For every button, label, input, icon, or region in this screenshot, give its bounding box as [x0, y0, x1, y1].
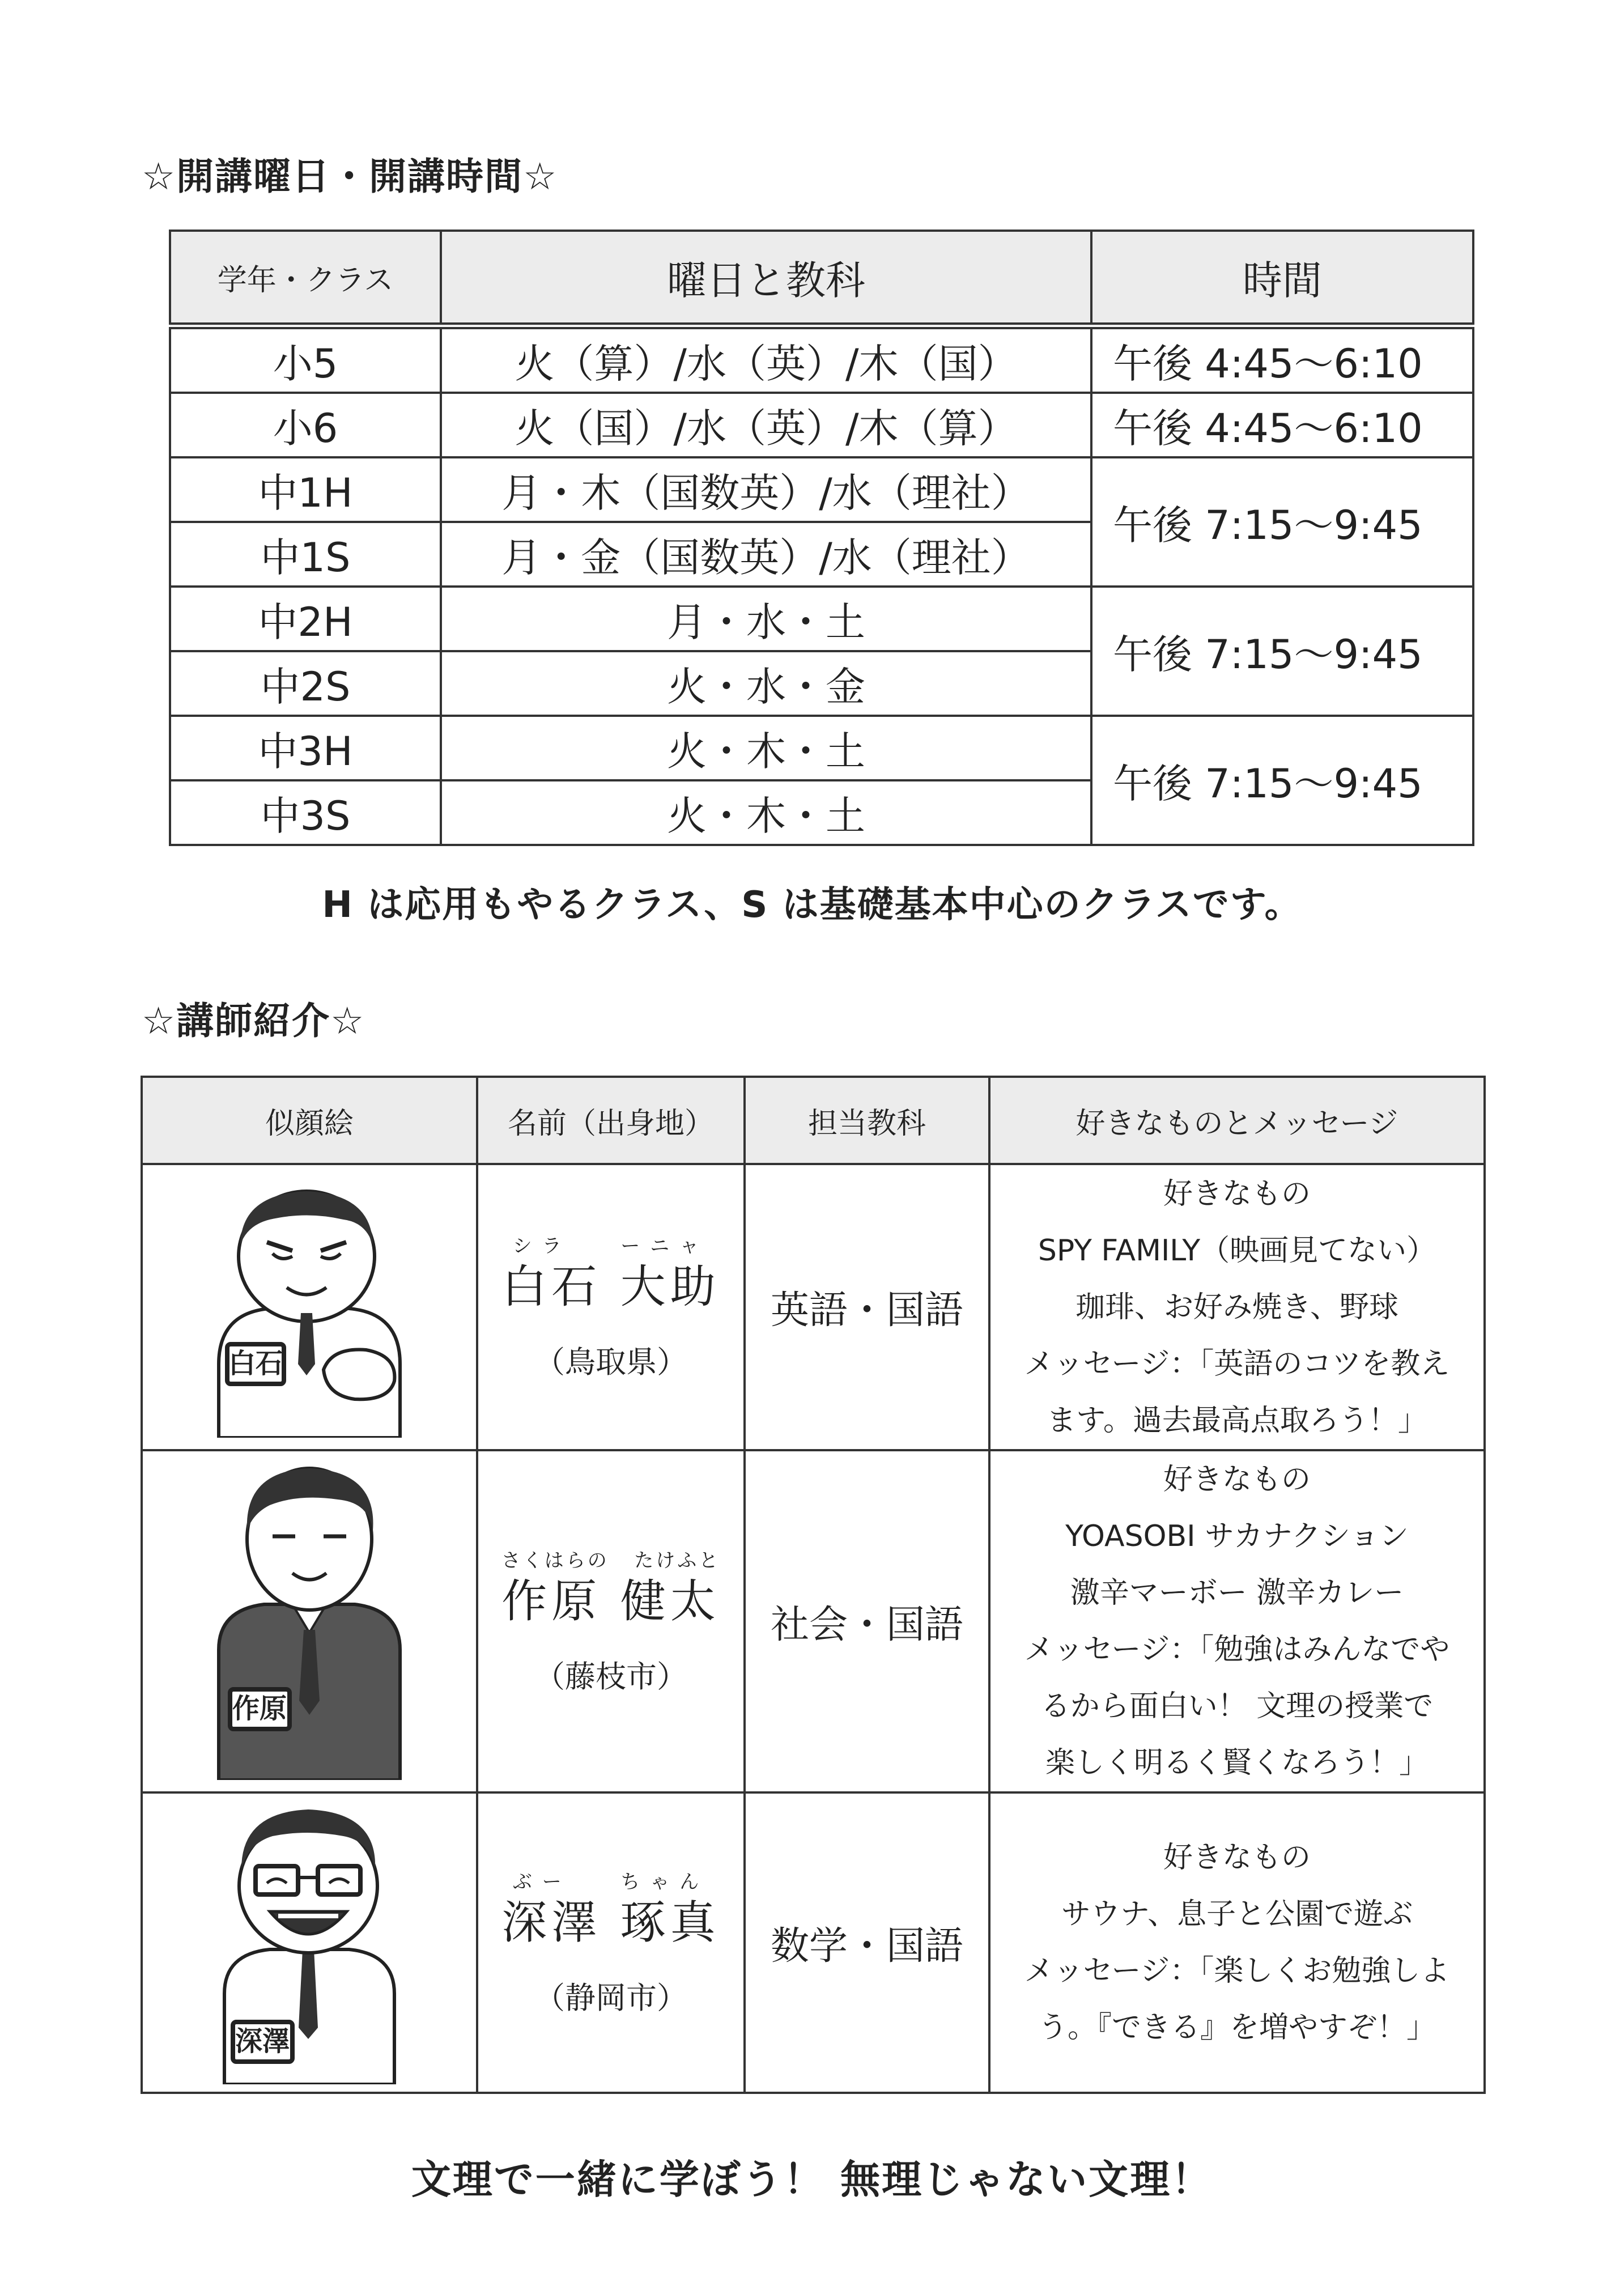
subject-cell: 数学・国語 [745, 1792, 989, 2093]
days-cell: 火（算）/水（英）/木（国） [441, 326, 1091, 393]
teacher-row [142, 1164, 1485, 1450]
teacher-hometown: （鳥取県） [534, 1344, 687, 1380]
portrait-cell [142, 1792, 477, 2093]
name-badge-text: 深澤 [235, 2025, 290, 2057]
teachers-table [141, 1076, 1486, 2094]
name-ruby: さくはらの たけふと [501, 1549, 721, 1572]
teacher-row [142, 1450, 1485, 1792]
grade-cell: 中3H [170, 716, 441, 780]
table-row [170, 457, 1473, 522]
message-line: 楽しく明るく賢くなろう！」 [1045, 1746, 1429, 1780]
message-cell [989, 1792, 1485, 2093]
header-grade: 学年・クラス [170, 231, 441, 326]
time-cell: 午後 7:15〜9:45 [1091, 457, 1473, 587]
teacher-portrait-image [202, 1801, 417, 2084]
class-note: H は応用もやるクラス、S は基礎基本中心のクラスです。 [322, 884, 1302, 926]
name-cell [477, 1792, 745, 2093]
message-line: 激辛マーボー 激辛カレー [1070, 1576, 1404, 1610]
grade-cell: 中3S [170, 780, 441, 845]
teacher-name: 作原 健太 [501, 1574, 720, 1628]
message-line: 珈琲、お好み焼き、野球 [1075, 1290, 1398, 1324]
days-cell: 月・木（国数英）/水（理社） [441, 457, 1091, 522]
portrait-cell [142, 1164, 477, 1450]
header-name: 名前（出身地） [477, 1077, 745, 1164]
time-cell: 午後 4:45〜6:10 [1091, 326, 1473, 393]
message-cell [989, 1450, 1485, 1792]
table-row [170, 587, 1473, 651]
time-cell: 午後 7:15〜9:45 [1091, 587, 1473, 716]
message-line: YOASOBI サカナクション [1065, 1519, 1409, 1553]
teacher-name: 白石 大助 [501, 1260, 720, 1313]
days-cell: 火・木・土 [441, 716, 1091, 780]
name-cell [477, 1450, 745, 1792]
message-line: SPY FAMILY（映画見てない） [1038, 1233, 1436, 1268]
grade-cell: 中2H [170, 587, 441, 651]
message-line: メッセージ：「勉強はみんなでや [1024, 1633, 1450, 1667]
grade-cell: 小5 [170, 326, 441, 393]
message-line: ます。過去最高点取ろう！」 [1047, 1403, 1427, 1438]
name-cell [477, 1164, 745, 1450]
portrait-cell [142, 1450, 477, 1792]
message-line: 好きなもの [1163, 1463, 1311, 1497]
time-cell: 午後 4:45〜6:10 [1091, 393, 1473, 457]
subject-cell: 社会・国語 [745, 1450, 989, 1792]
grade-cell: 中1H [170, 457, 441, 522]
days-cell: 火・水・金 [441, 651, 1091, 716]
teacher-portrait-image [207, 1463, 411, 1780]
days-cell: 月・水・土 [441, 587, 1091, 651]
teacher-name: 深澤 琢真 [501, 1896, 720, 1949]
schedule-table [169, 230, 1474, 846]
message-line: 好きなもの [1163, 1841, 1311, 1875]
message-line: るから面白い！ 文理の授業で [1040, 1689, 1434, 1723]
grade-cell: 中1S [170, 522, 441, 587]
table-row [170, 716, 1473, 780]
grade-cell: 小6 [170, 393, 441, 457]
time-cell: 午後 7:15〜9:45 [1091, 716, 1473, 845]
days-cell: 火・木・土 [441, 780, 1091, 845]
name-ruby: シラ ーニャ [512, 1235, 709, 1258]
message-line: 好きなもの [1163, 1176, 1311, 1211]
header-portrait: 似顔絵 [142, 1077, 477, 1164]
message-line: メッセージ：「英語のコツを教え [1024, 1346, 1450, 1381]
teachers-heading: ☆講師紹介☆ [142, 999, 365, 1043]
message-line: う。『できる』を増やすぞ！」 [1038, 2011, 1436, 2045]
name-badge-text: 白石 [228, 1347, 283, 1379]
header-days: 曜日と教科 [441, 231, 1091, 326]
message-cell [989, 1164, 1485, 1450]
message-line: メッセージ：「楽しくお勉強しよ [1024, 1954, 1450, 1988]
schedule-heading: ☆開講曜日・開講時間☆ [142, 155, 558, 198]
teacher-portrait-image [202, 1177, 417, 1438]
subject-cell: 英語・国語 [745, 1164, 989, 1450]
footer-slogan: 文理で一緒に学ぼう！ 無理じゃない文理！ [411, 2156, 1213, 2203]
teacher-row [142, 1792, 1485, 2093]
header-time: 時間 [1091, 231, 1473, 326]
teacher-hometown: （静岡市） [534, 1979, 687, 2016]
teacher-hometown: （藤枝市） [534, 1658, 687, 1694]
header-subject: 担当教科 [745, 1077, 989, 1164]
name-ruby: ぶー ちゃん [512, 1870, 709, 1893]
grade-cell: 中2S [170, 651, 441, 716]
message-line: サウナ、息子と公園で遊ぶ [1061, 1897, 1413, 1931]
name-badge-text: 作原 [232, 1693, 287, 1724]
days-cell: 月・金（国数英）/水（理社） [441, 522, 1091, 587]
days-cell: 火（国）/水（英）/木（算） [441, 393, 1091, 457]
table-row [170, 393, 1473, 457]
table-row [170, 326, 1473, 393]
header-message: 好きなものとメッセージ [989, 1077, 1485, 1164]
